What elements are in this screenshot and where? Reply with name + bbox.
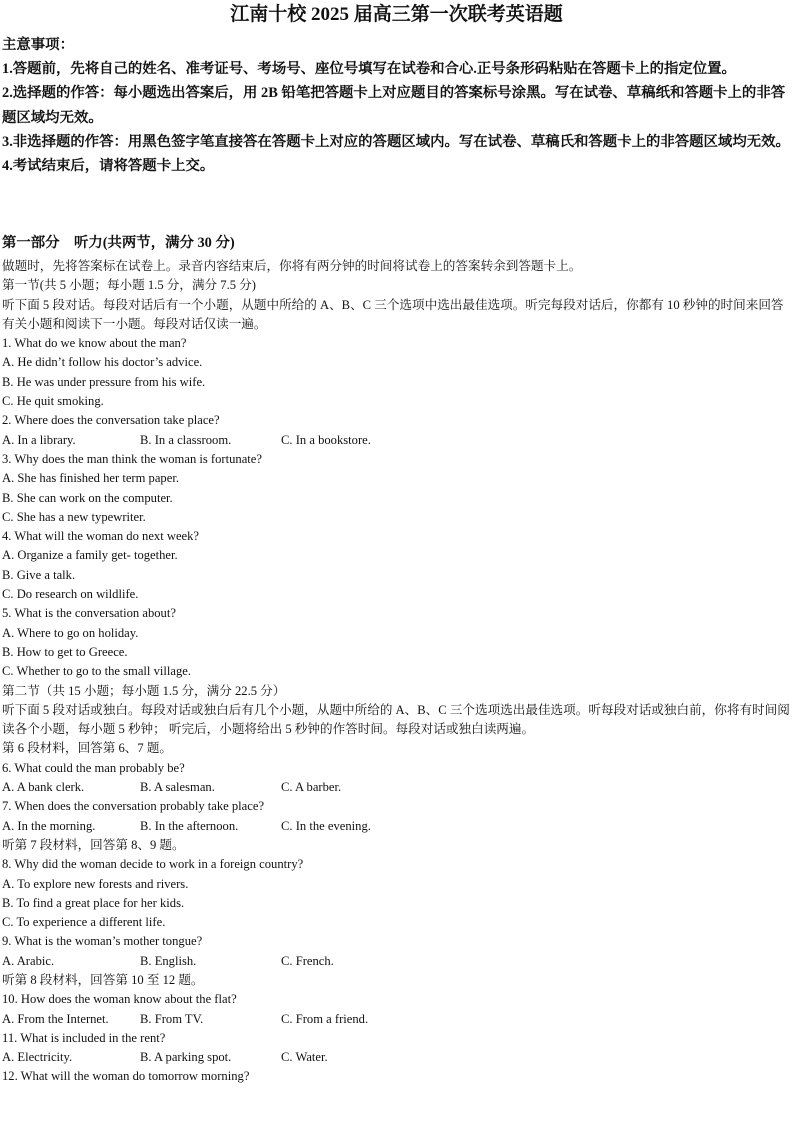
option-3a: A. She has finished her term paper. [2,471,179,486]
question-12: 12. What will the woman do tomorrow morning? [2,1069,250,1084]
option-3b: B. She can work on the computer. [2,490,173,505]
option-9c: C. French. [281,953,334,968]
option-6b: B. A salesman. [140,780,215,795]
options-6 [2,778,792,797]
section1-instruction: 听下面 5 段对话。每段对话后有一个小题，从题中所给的 A、B、C 三个选项中选出最佳选项。听完每段对话后，你都有 10 秒钟的时间来回答有关小题和阅读下一小题。每段对话仅读一遍。 [2,297,784,331]
options-7 [2,817,792,836]
question-9: 9. What is the woman’s mother tongue? [2,934,203,949]
question-6: 6. What could the man probably be? [2,760,185,775]
option-9b: B. English. [140,953,197,968]
option-7b: B. In the afternoon. [140,818,239,833]
option-4a: A. Organize a family get- together. [2,548,178,563]
option-4c: C. Do research on wildlife. [2,587,139,602]
option-6c: C. A barber. [281,780,342,795]
notice-item-4: 4.考试结束后，请将答题卡上交。 [2,158,215,175]
page-title: 江南十校 2025 届高三第一次联考英语题 [230,4,563,25]
question-8: 8. Why did the woman decide to work in a foreign country? [2,857,304,872]
option-5a: A. Where to go on holiday. [2,625,139,640]
option-5c: C. Whether to go to the small village. [2,664,191,679]
option-1c: C. He quit smoking. [2,394,104,409]
option-1a: A. He didn’t follow his doctor’s advice. [2,355,203,370]
notice-block [2,33,790,178]
notice-item-3: 3.非选择题的作答：用黑色签字笔直接答在答题卡上对应的答题区域内。写在试卷、草稿氏和答题卡上的非答题区域均无效。 [2,133,790,150]
options-2 [2,431,792,450]
question-11: 11. What is included in the rent? [2,1030,166,1045]
option-11a: A. Electricity. [2,1050,73,1065]
option-10b: B. From TV. [140,1011,204,1026]
question-5: 5. What is the conversation about? [2,606,176,621]
group-8-label: 听第 8 段材料，回答第 10 至 12 题。 [2,972,204,987]
option-10a: A. From the Internet. [2,1011,109,1026]
question-1: 1. What do we know about the man? [2,336,187,351]
option-8a: A. To explore new forests and rivers. [2,876,189,891]
option-9a: A. Arabic. [2,953,55,968]
option-5b: B. How to get to Greece. [2,644,128,659]
option-8b: B. To find a great place for her kids. [2,895,185,910]
option-7c: C. In the evening. [281,818,371,833]
question-3: 3. Why does the man think the woman is fortunate? [2,451,262,466]
option-2a: A. In a library. [2,432,76,447]
part1-instruction: 做题时，先将答案标在试卷上。录音内容结束后，你将有两分钟的时间将试卷上的答案转余到答题卡上。 [2,259,582,273]
section2-heading: 第二节（共 15 小题；每小题 1.5 分，满分 22.5 分） [2,683,286,698]
options-11 [2,1048,792,1067]
option-6a: A. A bank clerk. [2,780,85,795]
option-4b: B. Give a talk. [2,567,76,582]
section2-instruction: 听下面 5 段对话或独白。每段对话或独白后有几个小题，从题中所给的 A、B、C 三个选项选出最佳选项。听每段对话或独白前，你将有时间阅读各个小题，每小题 5 秒钟； 听完后，小题将给出 5 秒钟的作答时间。每段对话或独白读两遍。 [2,702,790,737]
question-4: 4. What will the woman do next week? [2,529,200,544]
option-1b: B. He was under pressure from his wife. [2,374,206,389]
group-6-label: 第 6 段材料，回答第 6、7 题。 [2,741,173,756]
option-11c: C. Water. [281,1050,328,1065]
option-8c: C. To experience a different life. [2,915,166,930]
question-7: 7. When does the conversation probably take place? [2,799,265,814]
part1-heading: 第一部分 听力(共两节，满分 30 分) [2,235,235,251]
option-10c: C. From a friend. [281,1011,369,1026]
option-3c: C. She has a new typewriter. [2,509,146,524]
option-2c: C. In a bookstore. [281,432,371,447]
question-10: 10. How does the woman know about the flat? [2,992,237,1007]
option-11b: B. A parking spot. [140,1050,232,1065]
notice-item-1: 1.答题前，先将自己的姓名、准考证号、考场号、座位号填写在试卷和合心.正号条形码粘贴在答题卡上的指定位置。 [2,61,736,78]
question-2: 2. Where does the conversation take place? [2,413,220,428]
option-7a: A. In the morning. [2,818,96,833]
options-9 [2,952,792,971]
listening-section [2,257,792,1087]
notice-heading: 主意事项： [2,37,74,53]
section1-heading: 第一节(共 5 小题；每小题 1.5 分，满分 7.5 分) [2,278,256,293]
group-7-label: 听第 7 段材料，回答第 8、9 题。 [2,837,185,852]
option-2b: B. In a classroom. [140,432,232,447]
options-10 [2,1010,792,1029]
notice-item-2: 2.选择题的作答：每小题选出答案后，用 2B 铅笔把答题卡上对应题目的答案标号涂黑。写在试卷、草稿纸和答题卡上的非答题区域均无效。 [2,85,786,126]
